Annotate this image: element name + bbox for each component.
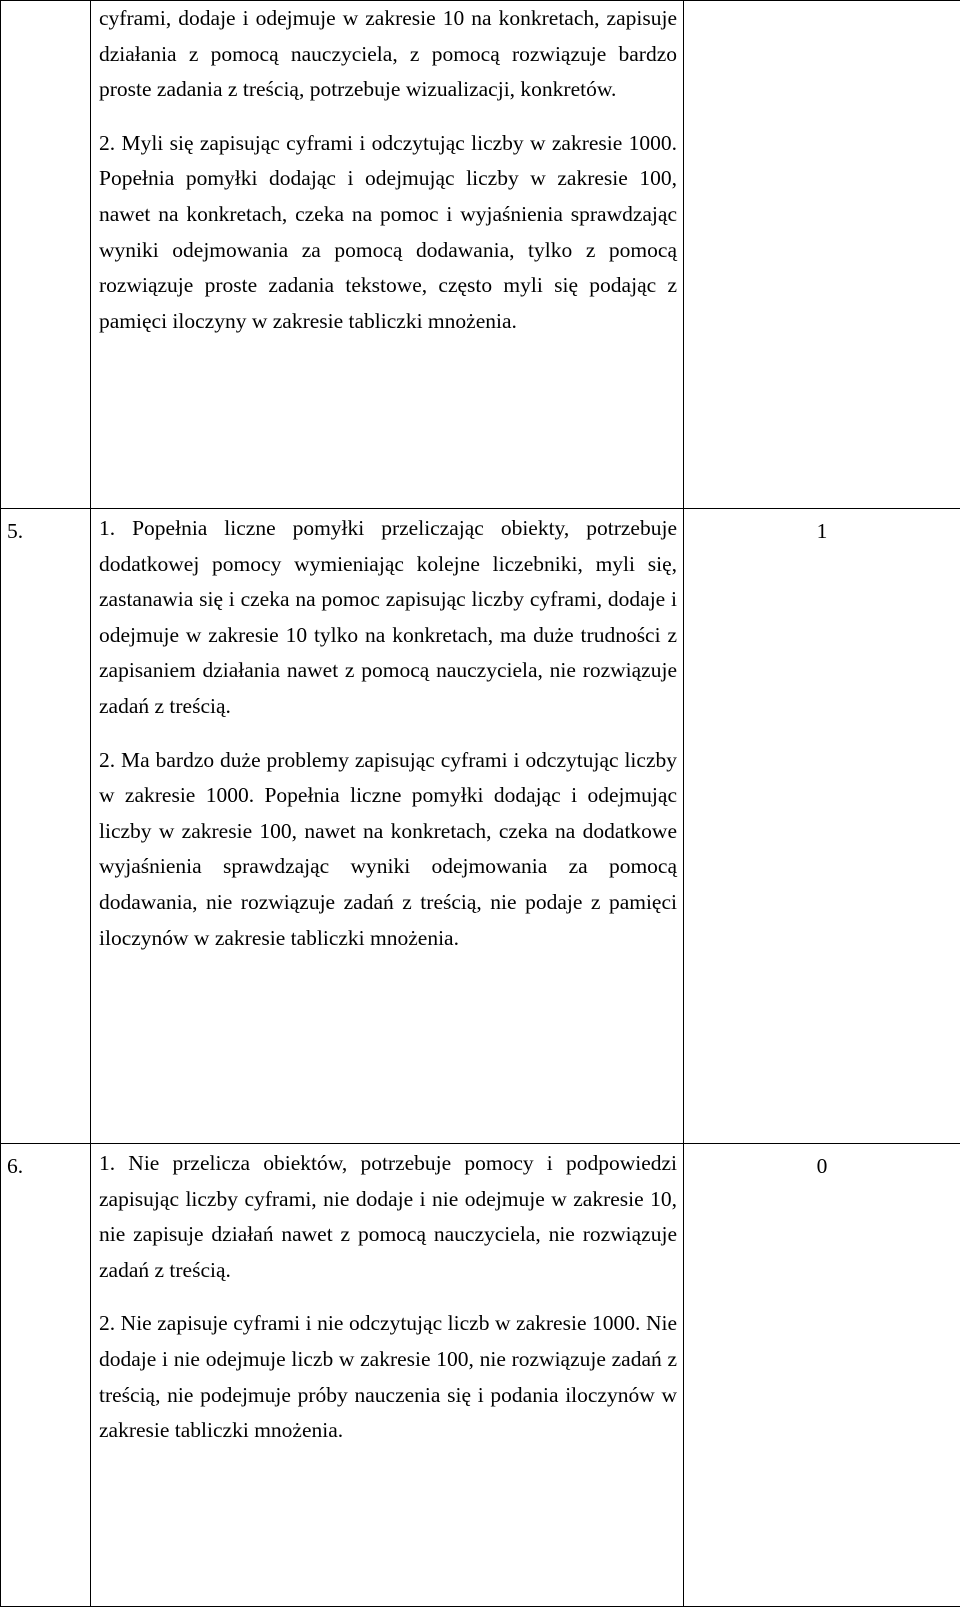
description-cell: [91, 1144, 684, 1607]
grade-number-cell: 6.: [1, 1144, 91, 1607]
description-cell: [91, 1, 684, 509]
description-paragraph: 1. Nie przelicza obiektów, potrzebuje pomocy i podpowiedzi zapisując liczby cyframi, nie dodaje i nie odejmuje w zakresie 10, nie zapisuje działań nawet z pomocą nauczyciela, nie rozwiązuje zadań z treścią.: [99, 1146, 677, 1288]
table-row: [1, 509, 960, 1144]
description-paragraph: 2. Nie zapisuje cyframi i nie odczytując liczb w zakresie 1000. Nie dodaje i nie odejmuje liczb w zakresie 100, nie rozwiązuje zadań z treścią, nie podejmuje próby nauczenia się i podania iloczynów w zakresie tabliczki mnożenia.: [99, 1306, 677, 1448]
description-paragraph: 1. Popełnia liczne pomyłki przeliczając obiekty, potrzebuje dodatkowej pomocy wymieniając kolejne liczebniki, myli się, zastanawia się i czeka na pomoc zapisując liczby cyframi, dodaje i odejmuje w zakresie 10 tylko na konkretach, ma duże trudności z zapisaniem działania nawet z pomocą nauczyciela, nie rozwiązuje zadań z treścią.: [99, 511, 677, 725]
description-cell: [91, 509, 684, 1144]
description-paragraph: cyframi, dodaje i odejmuje w zakresie 10 na konkretach, zapisuje działania z pomocą nauczyciela, z pomocą rozwiązuje bardzo proste zadania z treścią, potrzebuje wizualizacji, konkretów.: [99, 1, 677, 108]
score-cell: [684, 1, 960, 509]
description-paragraph: 2. Ma bardzo duże problemy zapisując cyframi i odczytując liczby w zakresie 1000. Popełnia liczne pomyłki dodając i odejmując liczby w zakresie 100, nawet na konkretach, czeka na dodatkowe wyjaśnienia sprawdzając wyniki odejmowania za pomocą dodawania, nie rozwiązuje zadań z treścią, nie podaje z pamięci iloczynów w zakresie tabliczki mnożenia.: [99, 743, 677, 957]
score-cell: 1: [684, 509, 960, 1144]
grade-number-cell: [1, 1, 91, 509]
description-paragraph: 2. Myli się zapisując cyframi i odczytując liczby w zakresie 1000. Popełnia pomyłki dodając i odejmując liczby w zakresie 100, nawet na konkretach, czeka na pomoc i wyjaśnienia sprawdzając wyniki odejmowania za pomocą dodawania, tylko z pomocą rozwiązuje proste zadania tekstowe, często myli się podając z pamięci iloczyny w zakresie tabliczki mnożenia.: [99, 126, 677, 340]
score-cell: 0: [684, 1144, 960, 1607]
table-row: [1, 1, 960, 509]
grade-number-cell: 5.: [1, 509, 91, 1144]
table-row: [1, 1144, 960, 1607]
